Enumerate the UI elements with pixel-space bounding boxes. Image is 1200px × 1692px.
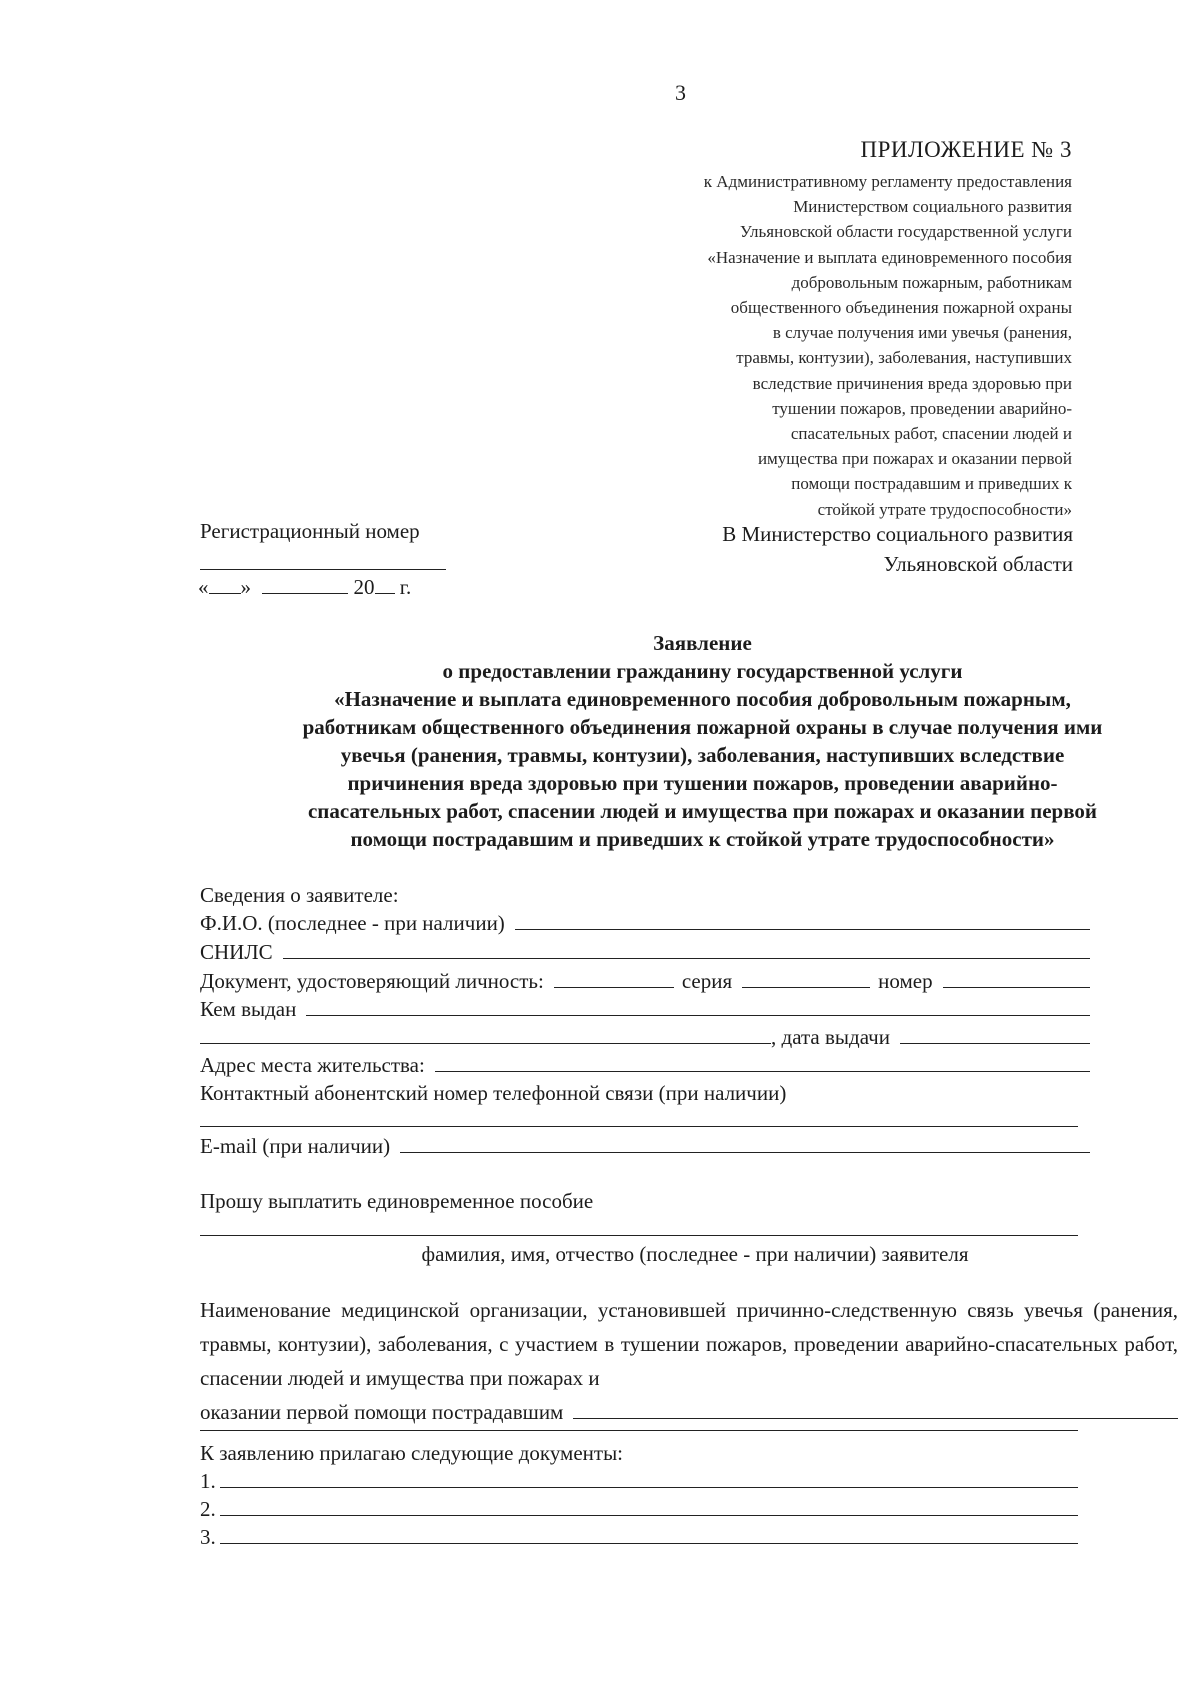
issued-by-field[interactable] [306, 999, 1090, 1016]
document-type-field[interactable] [554, 971, 674, 988]
appendix-line: добровольным пожарным, работникам [791, 272, 1072, 292]
date-suffix: г. [399, 575, 412, 599]
date-year-prefix: 20 [353, 575, 375, 599]
attachment-number: 1. [200, 1469, 216, 1493]
applicant-name-caption: фамилия, имя, отчество (последнее - при наличии) заявителя [421, 1242, 969, 1266]
title-line: «Назначение и выплата единовременного пособия добровольным пожарным, [334, 687, 1071, 711]
title-line: Заявление [653, 631, 752, 655]
attachment-number: 2. [200, 1497, 216, 1521]
title-line: спасательных работ, спасении людей и имущества при пожарах и оказании первой [307, 799, 1098, 823]
title-line: о предоставлении гражданину государственной услуги [442, 659, 963, 683]
addressee-line: В Министерство социального развития [722, 522, 1073, 546]
snils-row [200, 940, 1090, 965]
attachment-item [200, 1525, 1078, 1550]
date-month-blank[interactable] [262, 573, 348, 594]
phone-field[interactable] [200, 1126, 1078, 1127]
attachment-item [200, 1469, 1078, 1494]
number-label: номер [878, 969, 933, 993]
title-line: увечья (ранения, травмы, контузии), заболевания, наступивших вследствие [340, 743, 1065, 767]
appendix-header [704, 137, 1072, 522]
attachment-field[interactable] [220, 1499, 1078, 1516]
registration-date-field[interactable] [198, 573, 411, 600]
addressee-block [722, 519, 1073, 579]
date-close-quote: » [240, 575, 251, 599]
application-title [200, 629, 1200, 853]
issued-by-row [200, 997, 1090, 1022]
applicant-section-label: Сведения о заявителе: [200, 883, 399, 907]
number-field[interactable] [943, 971, 1090, 988]
attachment-field[interactable] [220, 1527, 1078, 1544]
registration-number-field[interactable] [200, 569, 446, 570]
fio-field[interactable] [515, 913, 1090, 930]
identity-document-label: Документ, удостоверяющий личность: [200, 969, 544, 993]
fio-label: Ф.И.О. (последнее - при наличии) [200, 911, 505, 935]
attachment-item [200, 1497, 1078, 1522]
title-line: помощи пострадавшим и приведших к стойкой утрате трудоспособности» [350, 827, 1055, 851]
title-line: работникам общественного объединения пожарной охраны в случае получения ими [302, 715, 1103, 739]
medical-organization-text-end: оказании первой помощи пострадавшим [200, 1400, 564, 1424]
date-year-blank[interactable] [375, 573, 395, 594]
medical-organization-field[interactable] [573, 1402, 1178, 1419]
issued-by-label: Кем выдан [200, 997, 297, 1021]
issue-date-field[interactable] [900, 1027, 1090, 1044]
email-field[interactable] [400, 1136, 1090, 1153]
appendix-line: вследствие причинения вреда здоровью при [752, 373, 1072, 393]
title-line: причинения вреда здоровью при тушении пожаров, проведении аварийно- [347, 771, 1058, 795]
identity-document-row [200, 969, 1090, 994]
appendix-line: к Административному регламенту предоставления [703, 172, 1072, 191]
snils-field[interactable] [283, 942, 1090, 959]
appendix-line: «Назначение и выплата единовременного пособия [707, 247, 1072, 267]
page-number: 3 [675, 80, 686, 105]
series-label: серия [681, 969, 733, 993]
address-label: Адрес места жительства: [200, 1053, 425, 1077]
applicant-name-field[interactable] [200, 1235, 1078, 1236]
series-field[interactable] [742, 971, 870, 988]
attachments-header [200, 1441, 1090, 1466]
fio-row [200, 911, 1090, 936]
attachments-label: К заявлению прилагаю следующие документы: [200, 1441, 624, 1465]
appendix-line: стойкой утрате трудоспособности» [817, 499, 1072, 519]
medical-organization-block [200, 1293, 1178, 1429]
request-label: Прошу выплатить единовременное пособие [200, 1189, 594, 1213]
addressee-line: Ульяновской области [883, 552, 1073, 576]
address-row [200, 1053, 1090, 1078]
address-field[interactable] [435, 1055, 1090, 1072]
appendix-line: Ульяновской области государственной услуги [739, 222, 1072, 242]
appendix-line: помощи пострадавшим и приведших к [791, 474, 1072, 494]
medical-organization-field-line-2[interactable] [200, 1430, 1078, 1431]
issued-by-continuation-field[interactable] [200, 1027, 771, 1044]
date-open-quote: « [198, 575, 209, 599]
appendix-line: общественного объединения пожарной охраны [730, 298, 1072, 318]
date-day-blank[interactable] [209, 573, 241, 594]
appendix-line: в случае получения ими увечья (ранения, [772, 323, 1072, 343]
attachment-number: 3. [200, 1525, 216, 1549]
email-label: E-mail (при наличии) [200, 1134, 391, 1158]
appendix-line: тушении пожаров, проведении аварийно- [772, 398, 1072, 418]
phone-row [200, 1081, 1090, 1106]
registration-number-label: Регистрационный номер [200, 519, 420, 543]
appendix-line: спасательных работ, спасении людей и [790, 424, 1072, 444]
attachment-field[interactable] [220, 1471, 1078, 1488]
request-row [200, 1189, 1090, 1214]
issue-date-row [200, 1025, 1090, 1050]
medical-organization-text: Наименование медицинской организации, установившей причинно-следственную связь увечья (ранения, травмы, контузии), заболевания, с участием в тушении пожаров, проведении аварийно-спасательных работ, спасении людей и имущества при пожарах и [200, 1298, 1178, 1390]
medical-organization-last-line [200, 1395, 1178, 1429]
appendix-title: ПРИЛОЖЕНИЕ № 3 [860, 137, 1072, 162]
appendix-line: Министерством социального развития [793, 197, 1072, 217]
phone-label: Контактный абонентский номер телефонной связи (при наличии) [200, 1081, 787, 1105]
issue-date-label: , дата выдачи [771, 1025, 890, 1049]
email-row [200, 1134, 1090, 1159]
appendix-line: травмы, контузии), заболевания, наступивших [736, 348, 1072, 368]
appendix-line: имущества при пожарах и оказании первой [757, 449, 1072, 469]
snils-label: СНИЛС [200, 940, 273, 964]
